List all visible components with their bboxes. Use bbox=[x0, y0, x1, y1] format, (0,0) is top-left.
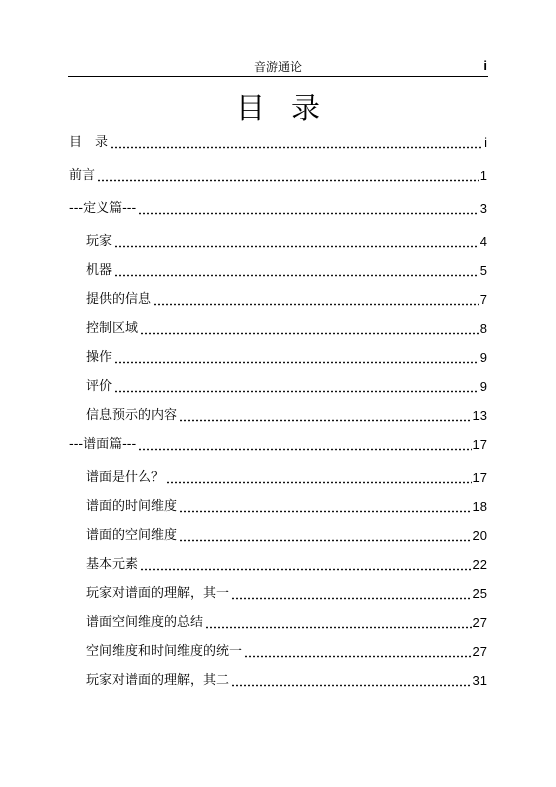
toc-entry[interactable] bbox=[69, 132, 487, 152]
toc-entry-page-number: 4 bbox=[479, 234, 487, 249]
toc-entry-label: 操作 bbox=[86, 350, 113, 365]
header-page-number: i bbox=[483, 58, 487, 73]
toc-entry-label: 玩家对谱面的理解，其二 bbox=[86, 673, 230, 688]
toc-dot-leader bbox=[140, 557, 472, 571]
toc-dot-leader bbox=[140, 321, 479, 335]
toc-entry[interactable] bbox=[86, 583, 487, 603]
toc-entry-label: ---谱面篇--- bbox=[69, 437, 137, 452]
toc-entry[interactable] bbox=[86, 231, 487, 251]
toc-entry-page-number: 5 bbox=[479, 263, 487, 278]
toc-dot-leader bbox=[179, 499, 472, 513]
toc-entry-page-number: 8 bbox=[479, 321, 487, 336]
toc-entry-label: 评价 bbox=[86, 379, 113, 394]
toc-entry-label: 前言 bbox=[69, 168, 96, 183]
toc-dot-leader bbox=[114, 379, 479, 393]
toc-entry-page-number: 13 bbox=[472, 408, 487, 423]
toc-entry-label: 基本元素 bbox=[86, 557, 139, 572]
toc-entry-label: 谱面的空间维度 bbox=[86, 528, 178, 543]
toc-entry[interactable] bbox=[86, 554, 487, 574]
toc-entry[interactable] bbox=[69, 434, 487, 454]
toc-title: 目录 bbox=[235, 91, 346, 125]
toc-dot-leader bbox=[110, 135, 483, 149]
toc-entry-page-number: 9 bbox=[479, 379, 487, 394]
page-header bbox=[68, 58, 488, 77]
toc-dot-leader bbox=[97, 168, 479, 182]
toc-dot-leader bbox=[114, 350, 479, 364]
toc-entry[interactable] bbox=[86, 318, 487, 338]
toc-entry[interactable] bbox=[86, 670, 487, 690]
toc-dot-leader bbox=[166, 470, 472, 484]
toc-entry-page-number: 7 bbox=[479, 292, 487, 307]
toc-entry-page-number: 27 bbox=[472, 615, 487, 630]
toc-entry-label: 空间维度和时间维度的统一 bbox=[86, 644, 243, 659]
toc-dot-leader bbox=[179, 408, 472, 422]
toc-dot-leader bbox=[231, 586, 472, 600]
toc-entry-page-number: 31 bbox=[472, 673, 487, 688]
header-title: 音游通论 bbox=[253, 60, 302, 74]
toc-entry-label: 谱面的时间维度 bbox=[86, 499, 178, 514]
toc-entry-label: 谱面是什么？ bbox=[86, 470, 165, 485]
toc-entry[interactable] bbox=[86, 525, 487, 545]
toc-entry-label: 玩家 bbox=[86, 234, 113, 249]
toc-entry-label: 玩家对谱面的理解，其一 bbox=[86, 586, 230, 601]
toc-entry-label: 信息预示的内容 bbox=[86, 408, 178, 423]
toc-dot-leader bbox=[138, 201, 479, 215]
toc-entry-label: 控制区域 bbox=[86, 321, 139, 336]
toc-entry-page-number: 18 bbox=[472, 499, 487, 514]
toc-entry-label: 机器 bbox=[86, 263, 113, 278]
toc-entry[interactable] bbox=[86, 405, 487, 425]
toc-dot-leader bbox=[153, 292, 479, 306]
toc-dot-leader bbox=[244, 644, 472, 658]
toc-entry-page-number: 20 bbox=[472, 528, 487, 543]
toc-entry-label: 目 录 bbox=[69, 135, 109, 150]
toc-dot-leader bbox=[114, 234, 479, 248]
toc-entry[interactable] bbox=[86, 289, 487, 309]
toc-entry-page-number: 17 bbox=[472, 437, 487, 452]
toc-entry-page-number: 25 bbox=[472, 586, 487, 601]
toc-entry-label: ---定义篇--- bbox=[69, 201, 137, 216]
toc-entry-page-number: 27 bbox=[472, 644, 487, 659]
toc-entry-page-number: 17 bbox=[472, 470, 487, 485]
toc-entry[interactable] bbox=[86, 347, 487, 367]
toc-entry[interactable] bbox=[69, 165, 487, 185]
toc-dot-leader bbox=[114, 263, 479, 277]
toc-entry[interactable] bbox=[86, 467, 487, 487]
toc-entry[interactable] bbox=[86, 641, 487, 661]
toc-entry-label: 提供的信息 bbox=[86, 292, 152, 307]
toc-dot-leader bbox=[205, 615, 472, 629]
toc-entry-page-number: i bbox=[484, 135, 487, 150]
toc-entry[interactable] bbox=[86, 376, 487, 396]
toc-entry-label: 谱面空间维度的总结 bbox=[86, 615, 204, 630]
toc-entry[interactable] bbox=[86, 612, 487, 632]
toc-entry[interactable] bbox=[69, 198, 487, 218]
toc-dot-leader bbox=[179, 528, 472, 542]
toc-entry-page-number: 22 bbox=[472, 557, 487, 572]
toc-dot-leader bbox=[138, 437, 471, 451]
toc-entry-page-number: 9 bbox=[479, 350, 487, 365]
toc-entry-page-number: 3 bbox=[479, 201, 487, 216]
toc-entry[interactable] bbox=[86, 496, 487, 516]
toc-entry[interactable] bbox=[86, 260, 487, 280]
toc-dot-leader bbox=[231, 673, 472, 687]
toc-entry-page-number: 1 bbox=[479, 168, 487, 183]
